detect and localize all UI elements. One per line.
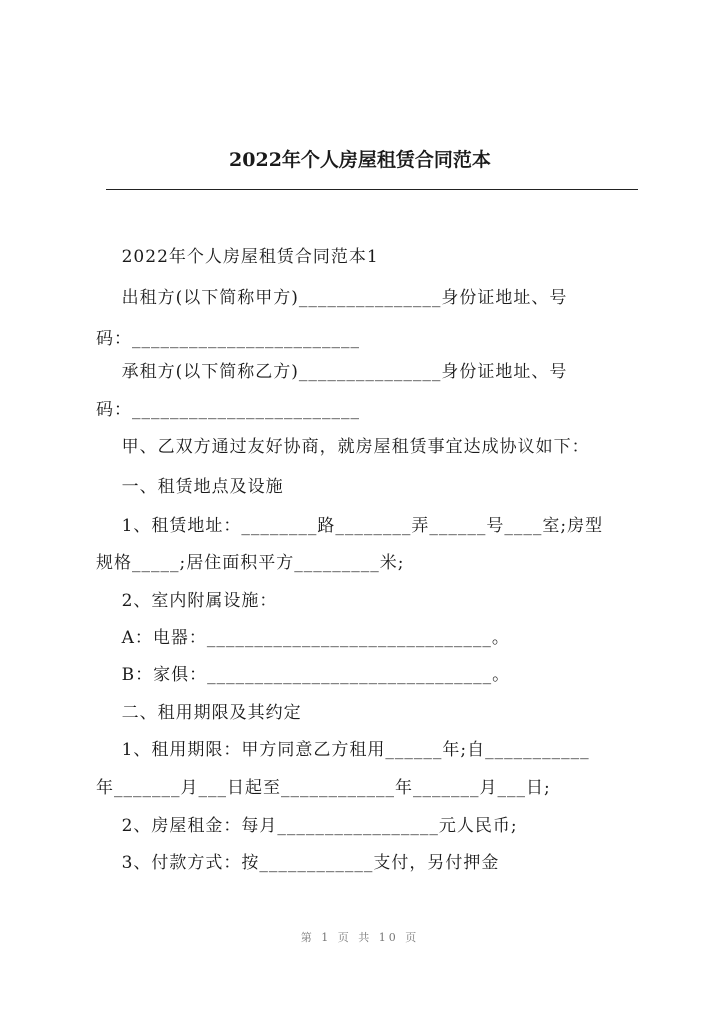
body-line-14: 1、租用期限：甲方同意乙方租用______年;自___________ — [96, 740, 590, 760]
body-line-13: 二、租用期限及其约定 — [96, 703, 302, 723]
page-footer: 第 1 页 共 10 页 — [300, 931, 420, 944]
body-line-2: 出租方(以下简称甲方)_______________身份证地址、号 — [96, 288, 568, 308]
body-line-6: 甲、乙双方通过友好协商，就房屋租赁事宜达成协议如下： — [96, 437, 590, 457]
body-line-9: 规格_____;居住面积平方_________米; — [96, 553, 405, 573]
body-line-17: 3、付款方式：按____________支付，另付押金 — [96, 853, 500, 873]
body-line-11: A：电器：______________________________。 — [96, 628, 510, 648]
body-line-3: 码：________________________ — [96, 329, 360, 349]
body-line-8: 1、租赁地址：________路________弄______号____室;房型 — [96, 516, 604, 536]
title-underline — [106, 189, 638, 190]
body-line-5: 码：________________________ — [96, 400, 360, 420]
body-line-1: 2022年个人房屋租赁合同范本1 — [96, 247, 379, 267]
body-line-12: B：家俱：______________________________。 — [96, 665, 511, 685]
document-title: 2022年个人房屋租赁合同范本 — [229, 149, 491, 171]
body-line-15: 年_______月___日起至____________年_______月___日; — [96, 778, 551, 798]
body-line-10: 2、室内附属设施： — [96, 591, 278, 611]
body-line-4: 承租方(以下简称乙方)_______________身份证地址、号 — [96, 362, 568, 382]
body-line-7: 一、租赁地点及设施 — [96, 477, 284, 497]
body-line-16: 2、房屋租金：每月_________________元人民币; — [96, 816, 518, 836]
